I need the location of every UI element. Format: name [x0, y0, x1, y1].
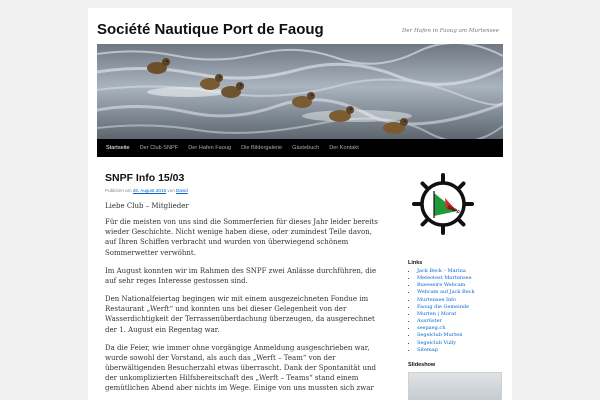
sidebar-link[interactable]: ▪ Murtensee Info — [417, 297, 503, 304]
post-date-link[interactable]: 26. August 2015 — [132, 188, 167, 193]
main-navigation — [97, 139, 503, 157]
snpf-ship-wheel-logo[interactable] — [412, 173, 474, 235]
nav-item-kontakt[interactable]: Der Kontakt — [329, 145, 359, 151]
sidebar — [408, 173, 503, 400]
sidebar-link[interactable]: ▪ Murten | Morat — [417, 311, 503, 318]
links-widget-title: Links — [408, 260, 423, 266]
post-paragraph: Für die meisten von uns sind die Sommerferien für dieses Jahr leider bereits wieder Geschichte. Nicht wenige haben diese, oder zumindest Teile davon, auf Ihren Schiffen verbracht und wurden von überwiegend schönem Sommerwetter verwöhnt. — [105, 218, 378, 257]
nav-item-startseite[interactable]: Startseite — [106, 145, 130, 151]
nav-item-bildergalerie[interactable]: Die Bildergalerie — [241, 145, 283, 151]
slideshow-image[interactable] — [408, 372, 502, 400]
logo-text: SNPF — [446, 204, 461, 217]
site-title[interactable]: Société Nautique Port de Faoug — [97, 21, 324, 38]
sidebar-link[interactable]: ▪ Segelclub Vully — [417, 340, 503, 347]
post-meta — [105, 188, 380, 193]
sidebar-link[interactable]: ▪ Sitemap — [417, 347, 503, 354]
nav-item-gaestebuch[interactable]: Gästebuch — [292, 145, 320, 151]
post-paragraph: Liebe Club – Mitglieder — [105, 202, 189, 210]
post-author-link[interactable]: David — [176, 188, 188, 193]
header-banner — [97, 44, 503, 139]
sidebar-link[interactable]: ▪ Segelclub Murten — [417, 332, 503, 339]
post-meta-by-label: von — [167, 188, 175, 193]
slideshow-widget-title: Slideshow — [408, 361, 436, 368]
main-content — [105, 172, 380, 400]
sidebar-link[interactable]: ▪ Webcam auf Jack Beck — [417, 289, 503, 296]
post-meta-published-label: Publiziert am — [105, 188, 132, 193]
post-paragraph: Da die Feier, wie immer ohne vorgängige Anmeldung ausgeschrieben war, wurde sowohl der Vorstand, als auch das „Werft – Team“ von der überwältigenden Besucherzahl etwas überrascht. Dank der Spontanität und der unkomplizierten Hilfsbereitschaft des „Werft – Teams“ stand einem gemütlichen Abend aber nichts im Wege. Einige von uns mussten sich zwar — [105, 343, 376, 393]
site-description: Der Hafen in Faoug am Murtensee — [402, 28, 499, 34]
nav-item-der-club[interactable]: Der Club SNPF — [139, 145, 179, 151]
ducklings-banner-image — [97, 44, 503, 139]
sidebar-link[interactable]: ▪ Jack Beck – Marina — [417, 268, 503, 275]
links-list — [408, 268, 503, 354]
sidebar-link[interactable]: ▪ seepaeg.ch — [417, 325, 503, 332]
sidebar-link[interactable]: ▪ Bueeseire Webcam — [417, 282, 503, 289]
sidebar-link[interactable]: ▪ Faoug die Gemeinde — [417, 304, 503, 311]
post-title[interactable]: SNPF Info 15/03 — [105, 172, 185, 184]
sidebar-link[interactable]: ▪ Ausrüster — [417, 318, 503, 325]
post-body — [105, 201, 380, 394]
post-paragraph: Den Nationalfeiertag begingen wir mit einem ausgezeichneten Fondue im Restaurant „Werft“ und konnten uns bei dieser Gelegenheit von der Wasserdichtigkeit der Terrassenüberdachung überzeugen, da ausgerechnet der 1. August ein Regentag war. — [105, 295, 375, 334]
page — [88, 8, 512, 400]
nav-item-der-hafen[interactable]: Der Hafen Faoug — [188, 145, 232, 151]
sidebar-link[interactable]: ▪ Meteotest Murtensee — [417, 275, 503, 282]
post-paragraph: Im August konnten wir im Rahmen des SNPF zwei Anlässe durchführen, die auf sehr reges Interesse gestossen sind. — [105, 266, 377, 285]
